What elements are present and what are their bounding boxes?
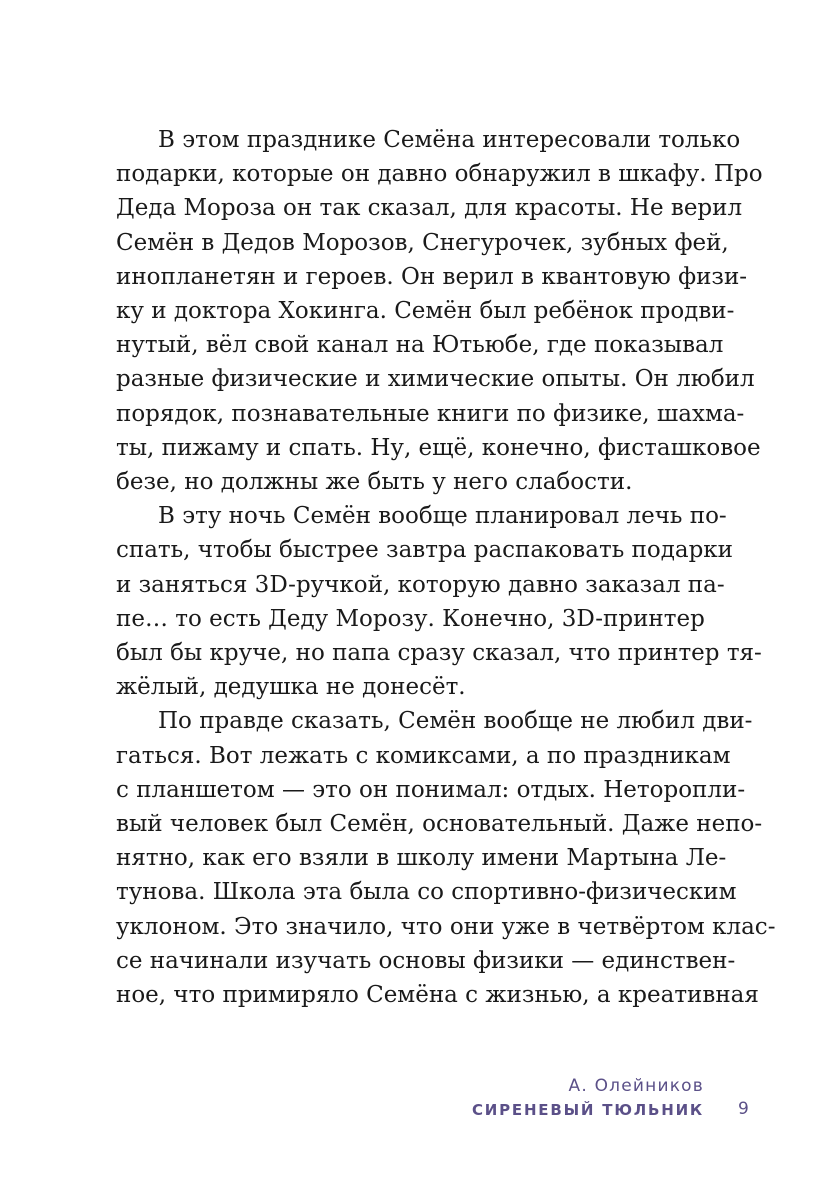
text-line: се начинали изучать основы физики — единствен-	[116, 947, 736, 974]
paragraph-2	[116, 499, 762, 704]
text-line: В этом празднике Семёна интересовали только	[158, 127, 741, 153]
text-line: гаться. Вот лежать с комиксами, а по праздникам	[116, 742, 731, 769]
text-line: нутый, вёл свой канал на Ютьюбе, где показывал	[116, 332, 724, 359]
page-number: 9	[738, 1099, 749, 1119]
text-line: безе, но должны же быть у него слабости.	[116, 469, 633, 496]
text-line: Деда Мороза он так сказал, для красоты. Не верил	[116, 195, 743, 222]
text-line: В эту ночь Семён вообще планировал лечь по-	[158, 503, 727, 530]
paragraph-1	[116, 123, 763, 499]
text-line: ку и доктора Хокинга. Семён был ребёнок продви-	[116, 298, 735, 325]
text-line: вый человек был Семён, основательный. Даже непо-	[116, 811, 763, 838]
body-text	[116, 123, 776, 1012]
running-footer	[472, 1074, 704, 1122]
text-line: тунова. Школа эта была со спортивно-физическим	[116, 879, 737, 906]
text-line: был бы круче, но папа сразу сказал, что принтер тя-	[116, 640, 762, 667]
footer-book-title: СИРЕНЕВЫЙ ТЮЛЬНИК	[471, 1101, 704, 1119]
text-line: подарки, которые он давно обнаружил в шкафу. Про	[116, 161, 763, 188]
text-line: нятно, как его взяли в школу имени Мартына Ле-	[116, 845, 727, 872]
text-line: и заняться 3D-ручкой, которую давно заказал па-	[116, 571, 725, 598]
text-line: инопланетян и героев. Он верил в квантовую физи-	[116, 263, 748, 290]
text-line: ное, что примиряло Семёна с жизнью, а креативная	[116, 982, 759, 1009]
text-line: разные физические и химические опыты. Он любил	[116, 366, 755, 393]
text-line: ты, пижаму и спать. Ну, ещё, конечно, фисташковое	[116, 434, 761, 461]
text-line: порядок, познавательные книги по физике, шахма-	[116, 400, 745, 427]
text-line: с планшетом — это он понимал: отдых. Неторопли-	[116, 776, 746, 803]
text-line: уклоном. Это значило, что они уже в четвёртом клас-	[116, 913, 776, 940]
text-line: По правде сказать, Семён вообще не любил дви-	[158, 708, 753, 735]
footer-author: А. Олейников	[568, 1076, 704, 1096]
text-line: пе… то есть Деду Морозу. Конечно, 3D-принтер	[116, 605, 705, 632]
text-line: Семён в Дедов Морозов, Снегурочек, зубных фей,	[116, 229, 729, 256]
paragraph-3	[116, 704, 776, 1012]
text-line: жёлый, дедушка не донесёт.	[116, 674, 466, 701]
text-line: спать, чтобы быстрее завтра распаковать подарки	[116, 537, 734, 564]
